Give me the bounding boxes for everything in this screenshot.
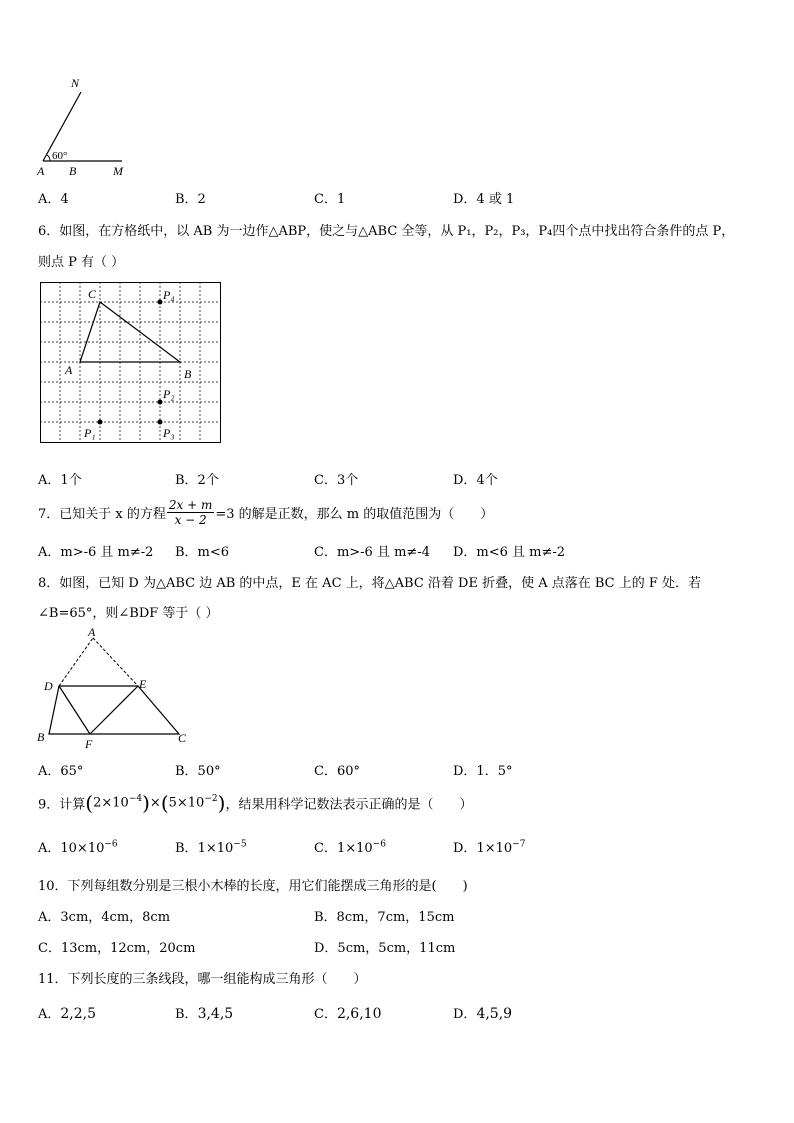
- q11-stem: 11．下列长度的三条线段，哪一组能构成三角形（ ）: [38, 972, 367, 987]
- q9-option-d: [453, 837, 525, 856]
- option-label: B．: [175, 1007, 198, 1022]
- q6-option-a: A．1个: [38, 473, 82, 488]
- q10-option-b: B．8cm，7cm，15cm: [314, 910, 455, 925]
- q6-option-d: D．4个: [453, 473, 498, 488]
- q7-option-b: B．m<6: [175, 545, 230, 560]
- label-a: A: [37, 164, 45, 178]
- option-label: A．: [38, 1007, 61, 1022]
- label-a: A: [65, 363, 73, 377]
- label-d: D: [44, 679, 53, 693]
- q7-frac-den: x − 2: [174, 513, 207, 527]
- label-b: B: [37, 730, 45, 744]
- label-a: A: [88, 625, 96, 639]
- q5-option-b: B．2: [175, 192, 206, 207]
- label-c: C: [88, 287, 97, 301]
- q10-stem: 10．下列每组数分别是三根小木棒的长度，用它们能摆成三角形的是( ): [38, 879, 468, 894]
- q9-option-a: [38, 837, 118, 856]
- option-exp: −5: [233, 839, 247, 850]
- label-f: F: [85, 737, 93, 751]
- option-exp: −6: [372, 839, 386, 850]
- option-value: 4,5,9: [476, 1006, 513, 1022]
- option-value: 1×10: [336, 841, 373, 856]
- q8-line1: 8．如图，已知 D 为△ABC 边 AB 的中点，E 在 AC 上，将△ABC 沿着 DE 折叠，使 A 点落在 BC 上的 F 处．若: [38, 576, 702, 591]
- label-p4: P₄: [163, 288, 175, 302]
- q9-times: ×: [149, 795, 161, 811]
- left-paren: (: [160, 791, 169, 815]
- q7-option-a: A．m>-6 且 m≠-2: [38, 545, 154, 560]
- q9-option-b: [175, 837, 247, 856]
- q5-option-a: A．4: [38, 192, 69, 207]
- option-exp: −6: [104, 839, 118, 850]
- fold-figure: [34, 624, 194, 752]
- q6-option-c: C．3个: [314, 473, 359, 488]
- label-m: M: [113, 164, 123, 178]
- q9-expr1: 2×10: [93, 795, 129, 811]
- q8-option-b: B．50°: [175, 764, 221, 779]
- q11-option-c: [314, 1003, 381, 1022]
- right-paren: ): [217, 791, 226, 815]
- q9-suffix: ，结果用科学记数法表示正确的是（ ）: [225, 797, 473, 813]
- angle-label: 60°: [52, 150, 68, 162]
- grid-figure: [40, 282, 222, 444]
- option-value: 1×10: [476, 841, 513, 856]
- q11-option-b: [175, 1003, 233, 1022]
- label-b: B: [69, 164, 77, 178]
- q9-prefix: 9．计算: [38, 797, 86, 813]
- q11-option-a: [38, 1003, 96, 1022]
- q9-stem: [38, 791, 472, 815]
- label-n: N: [71, 76, 80, 90]
- q7-prefix: 7．已知关于 x 的方程: [38, 507, 166, 522]
- q9-exp2: −2: [204, 794, 218, 805]
- angle-figure: [34, 74, 134, 180]
- q11-option-d: [453, 1003, 512, 1022]
- option-label: B．: [175, 841, 198, 856]
- q9-expr2: 5×10: [168, 795, 205, 811]
- q6-option-b: B．2个: [175, 473, 219, 488]
- option-value: 2,6,10: [336, 1006, 382, 1022]
- q7-suffix: =3 的解是正数，那么 m 的取值范围为（ ）: [215, 507, 494, 522]
- q7-option-d: D．m<6 且 m≠-2: [453, 545, 566, 560]
- option-exp: −7: [512, 839, 526, 850]
- option-value: 10×10: [60, 841, 105, 856]
- option-label: C．: [314, 841, 337, 856]
- option-label: D．: [453, 1007, 477, 1022]
- q10-option-c: C．13cm，12cm，20cm: [38, 941, 196, 956]
- right-paren: ): [142, 791, 150, 815]
- q6-line1: 6．如图，在方格纸中，以 AB 为一边作△ABP，使之与△ABC 全等，从 P₁，P₂，P₃，P₄四个点中找出符合条件的点 P，: [38, 224, 735, 239]
- q8-line2: ∠B=65°，则∠BDF 等于（ ）: [38, 606, 219, 621]
- label-c: C: [178, 731, 187, 745]
- option-label: D．: [453, 841, 477, 856]
- label-p3: P₃: [163, 426, 175, 440]
- label-p2: P₂: [163, 387, 175, 401]
- q5-option-d: D．4 或 1: [453, 192, 515, 207]
- left-paren: (: [85, 791, 94, 815]
- q10-option-a: A．3cm，4cm，8cm: [38, 910, 171, 925]
- q10-option-d: D．5cm，5cm，11cm: [314, 941, 456, 956]
- q9-option-c: [314, 837, 386, 856]
- q5-option-c: C．1: [314, 192, 346, 207]
- label-e: E: [139, 677, 147, 691]
- q8-option-d: D．1．5°: [453, 764, 513, 779]
- label-b: B: [184, 367, 192, 381]
- q7-frac-num: 2x + m: [168, 498, 213, 512]
- option-value: 2,2,5: [60, 1006, 97, 1022]
- q9-exp1: −4: [128, 794, 143, 805]
- q7-fraction: [167, 498, 214, 527]
- q6-line2: 则点 P 有（ ）: [38, 255, 125, 270]
- option-label: A．: [38, 841, 61, 856]
- q7-stem: [38, 498, 493, 527]
- q7-option-c: C．m>-6 且 m≠-4: [314, 545, 430, 560]
- option-value: 3,4,5: [197, 1006, 234, 1022]
- option-value: 1×10: [197, 841, 234, 856]
- q8-option-c: C．60°: [314, 764, 360, 779]
- q8-option-a: A．65°: [38, 764, 84, 779]
- option-label: C．: [314, 1007, 337, 1022]
- label-p1: P₁: [84, 426, 96, 440]
